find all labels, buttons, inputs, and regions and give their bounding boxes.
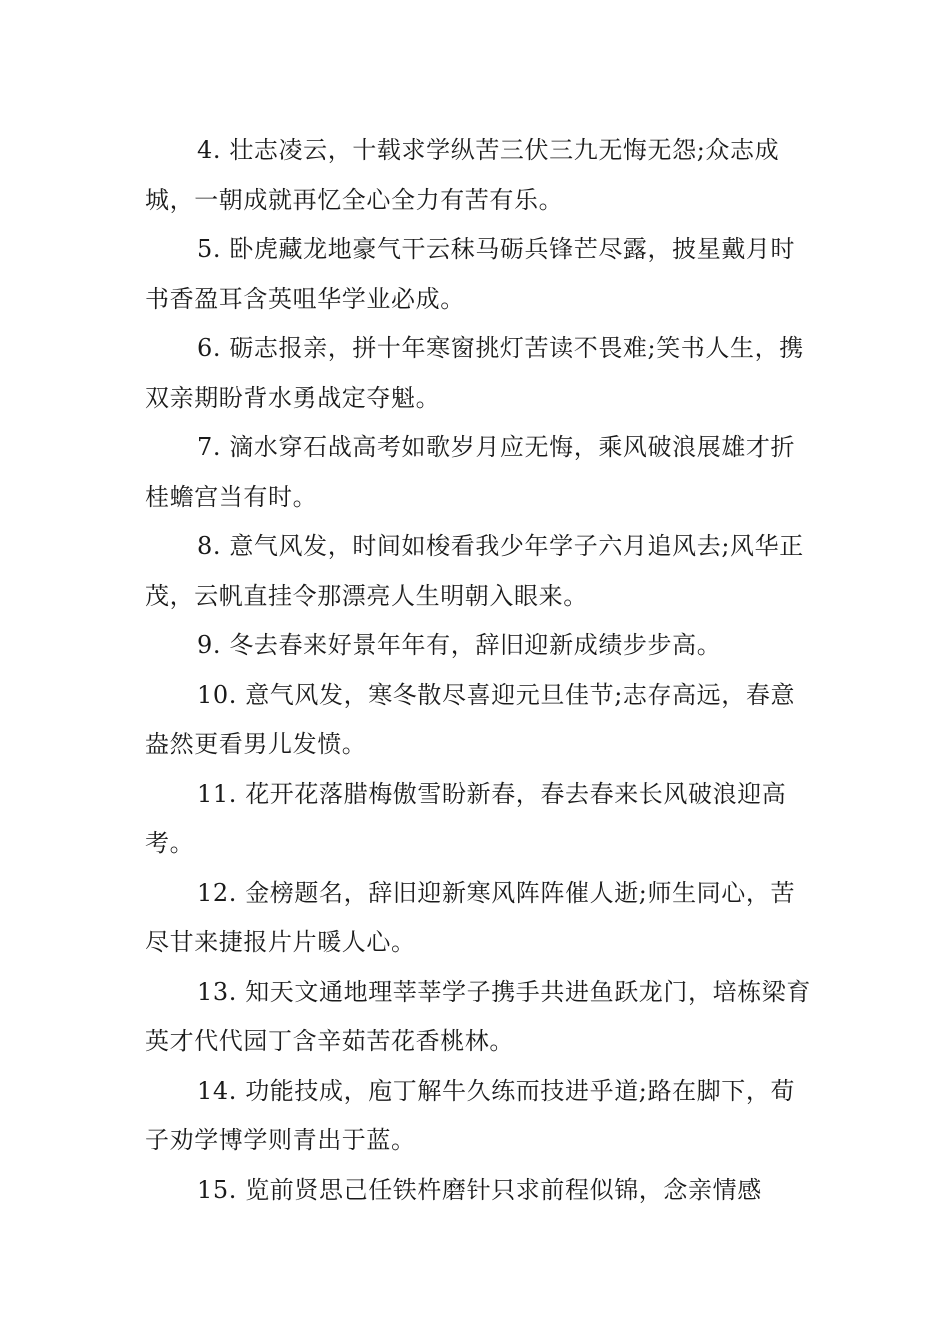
list-item: 15. 览前贤思己任铁杵磨针只求前程似锦，念亲情感 [197,1175,762,1204]
list-item: 10. 意气风发，寒冬散尽喜迎元旦佳节;志存高远，春意盎然更看男儿发愤。 [145,680,796,758]
list-item: 13. 知天文通地理莘莘学子携手共进鱼跃龙门，培栋梁育英才代代园丁含辛茹苦花香桃林。 [145,977,811,1055]
list-item: 4. 壮志凌云，十载求学纵苦三伏三九无悔无怨;众志成城，一朝成就再忆全心全力有苦有乐。 [145,136,780,214]
list-item: 11. 花开花落腊梅傲雪盼新春，春去春来长风破浪迎高考。 [145,779,787,857]
list-item: 5. 卧虎藏龙地豪气干云秣马砺兵锋芒尽露，披星戴月时书香盈耳含英咀华学业必成。 [145,235,796,313]
list-item: 7. 滴水穿石战高考如歌岁月应无悔，乘风破浪展雄才折桂蟾宫当有时。 [145,433,796,511]
list-item: 8. 意气风发，时间如梭看我少年学子六月追风去;风华正茂，云帆直挂令那漂亮人生明朝入眼来。 [145,532,804,610]
document-body [145,126,815,1215]
list-item: 14. 功能技成，庖丁解牛久练而技进乎道;路在脚下，荀子劝学博学则青出于蓝。 [145,1076,796,1154]
list-item: 9. 冬去春来好景年年有，辞旧迎新成绩步步高。 [197,631,722,659]
list-item: 6. 砺志报亲，拼十年寒窗挑灯苦读不畏难;笑书人生，携双亲期盼背水勇战定夺魁。 [145,334,804,412]
list-item: 12. 金榜题名，辞旧迎新寒风阵阵催人逝;师生同心，苦尽甘来捷报片片暖人心。 [145,878,796,956]
